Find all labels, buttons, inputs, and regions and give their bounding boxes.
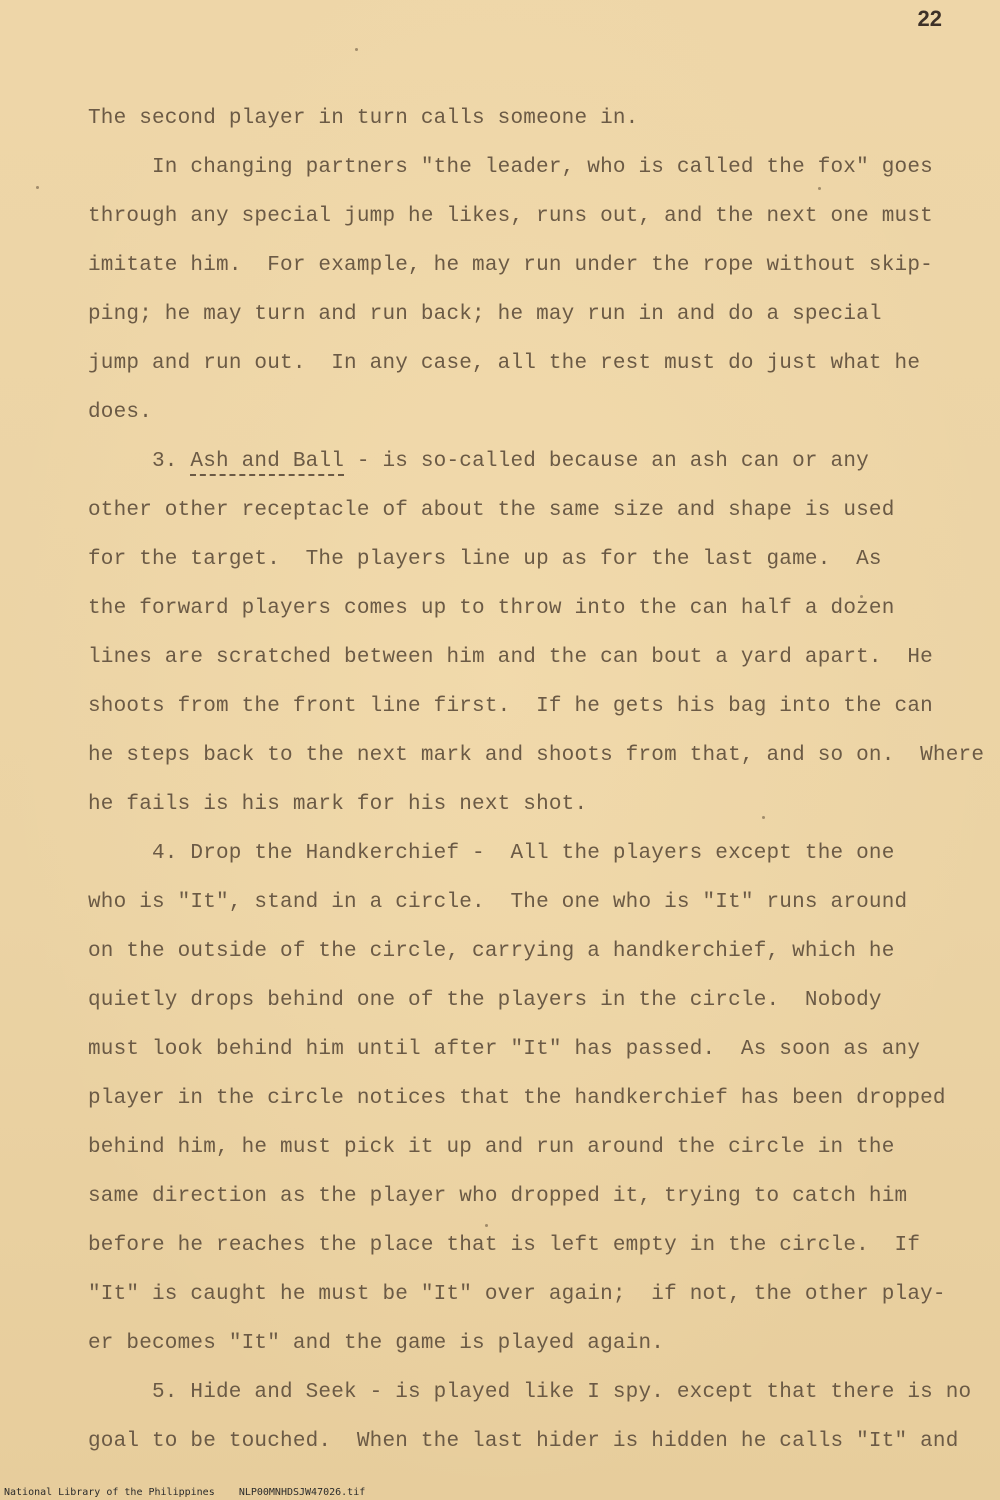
text-line: quietly drops behind one of the players in the circle. Nobody <box>88 989 882 1012</box>
section-first-line-rest: - is so-called because an ash can or any <box>344 450 869 473</box>
text-line: through any special jump he likes, runs out, and the next one must <box>88 205 933 228</box>
text-line: the forward players comes up to throw into the can half a dozen <box>88 597 895 620</box>
text-line: 4. Drop the Handkerchief - All the players except the one <box>152 842 895 865</box>
text-line: er becomes "It" and the game is played again. <box>88 1332 665 1355</box>
text-line: jump and run out. In any case, all the rest must do just what he <box>88 352 921 375</box>
page-number: 22 <box>917 6 942 31</box>
paper-speck <box>36 186 39 189</box>
section-title: Ash and Ball <box>190 450 344 476</box>
text-line: goal to be touched. When the last hider is hidden he calls "It" and <box>88 1430 959 1453</box>
footer-library: National Library of the Philippines <box>4 1487 215 1498</box>
text-line: other other receptacle of about the same size and shape is used <box>88 499 895 522</box>
text-line: The second player in turn calls someone in. <box>88 107 639 130</box>
text-line: "It" is caught he must be "It" over again; if not, the other play- <box>88 1283 946 1306</box>
text-line: imitate him. For example, he may run under the rope without skip- <box>88 254 933 277</box>
section-number: 3. <box>152 450 178 473</box>
text-line: same direction as the player who dropped it, trying to catch him <box>88 1185 908 1208</box>
text-line: does. <box>88 401 153 424</box>
text-line: lines are scratched between him and the can bout a yard apart. He <box>88 646 933 669</box>
text-line: before he reaches the place that is left empty in the circle. If <box>88 1234 921 1257</box>
text-line: In changing partners "the leader, who is called the fox" goes <box>152 156 933 179</box>
text-line: he fails is his mark for his next shot. <box>88 793 588 816</box>
text-line: must look behind him until after "It" has passed. As soon as any <box>88 1038 921 1061</box>
section-heading-line <box>88 439 968 488</box>
footer-file-id: NLP00MNHDSJW47026.tif <box>238 1487 366 1498</box>
text-line: for the target. The players line up as for the last game. As <box>88 548 882 571</box>
text-line: on the outside of the circle, carrying a handkerchief, which he <box>88 940 895 963</box>
paper-speck <box>355 48 358 51</box>
text-line: he steps back to the next mark and shoots from that, and so on. Where <box>88 744 985 767</box>
text-line: shoots from the front line first. If he gets his bag into the can <box>88 695 933 718</box>
text-line: 5. Hide and Seek - is played like I spy. except that there is no <box>152 1381 972 1404</box>
text-line: ping; he may turn and run back; he may run in and do a special <box>88 303 882 326</box>
text-line: behind him, he must pick it up and run around the circle in the <box>88 1136 895 1159</box>
typewritten-body <box>88 96 985 1468</box>
text-line: who is "It", stand in a circle. The one who is "It" runs around <box>88 891 908 914</box>
text-line: player in the circle notices that the handkerchief has been dropped <box>88 1087 946 1110</box>
scan-footer <box>4 1487 365 1498</box>
